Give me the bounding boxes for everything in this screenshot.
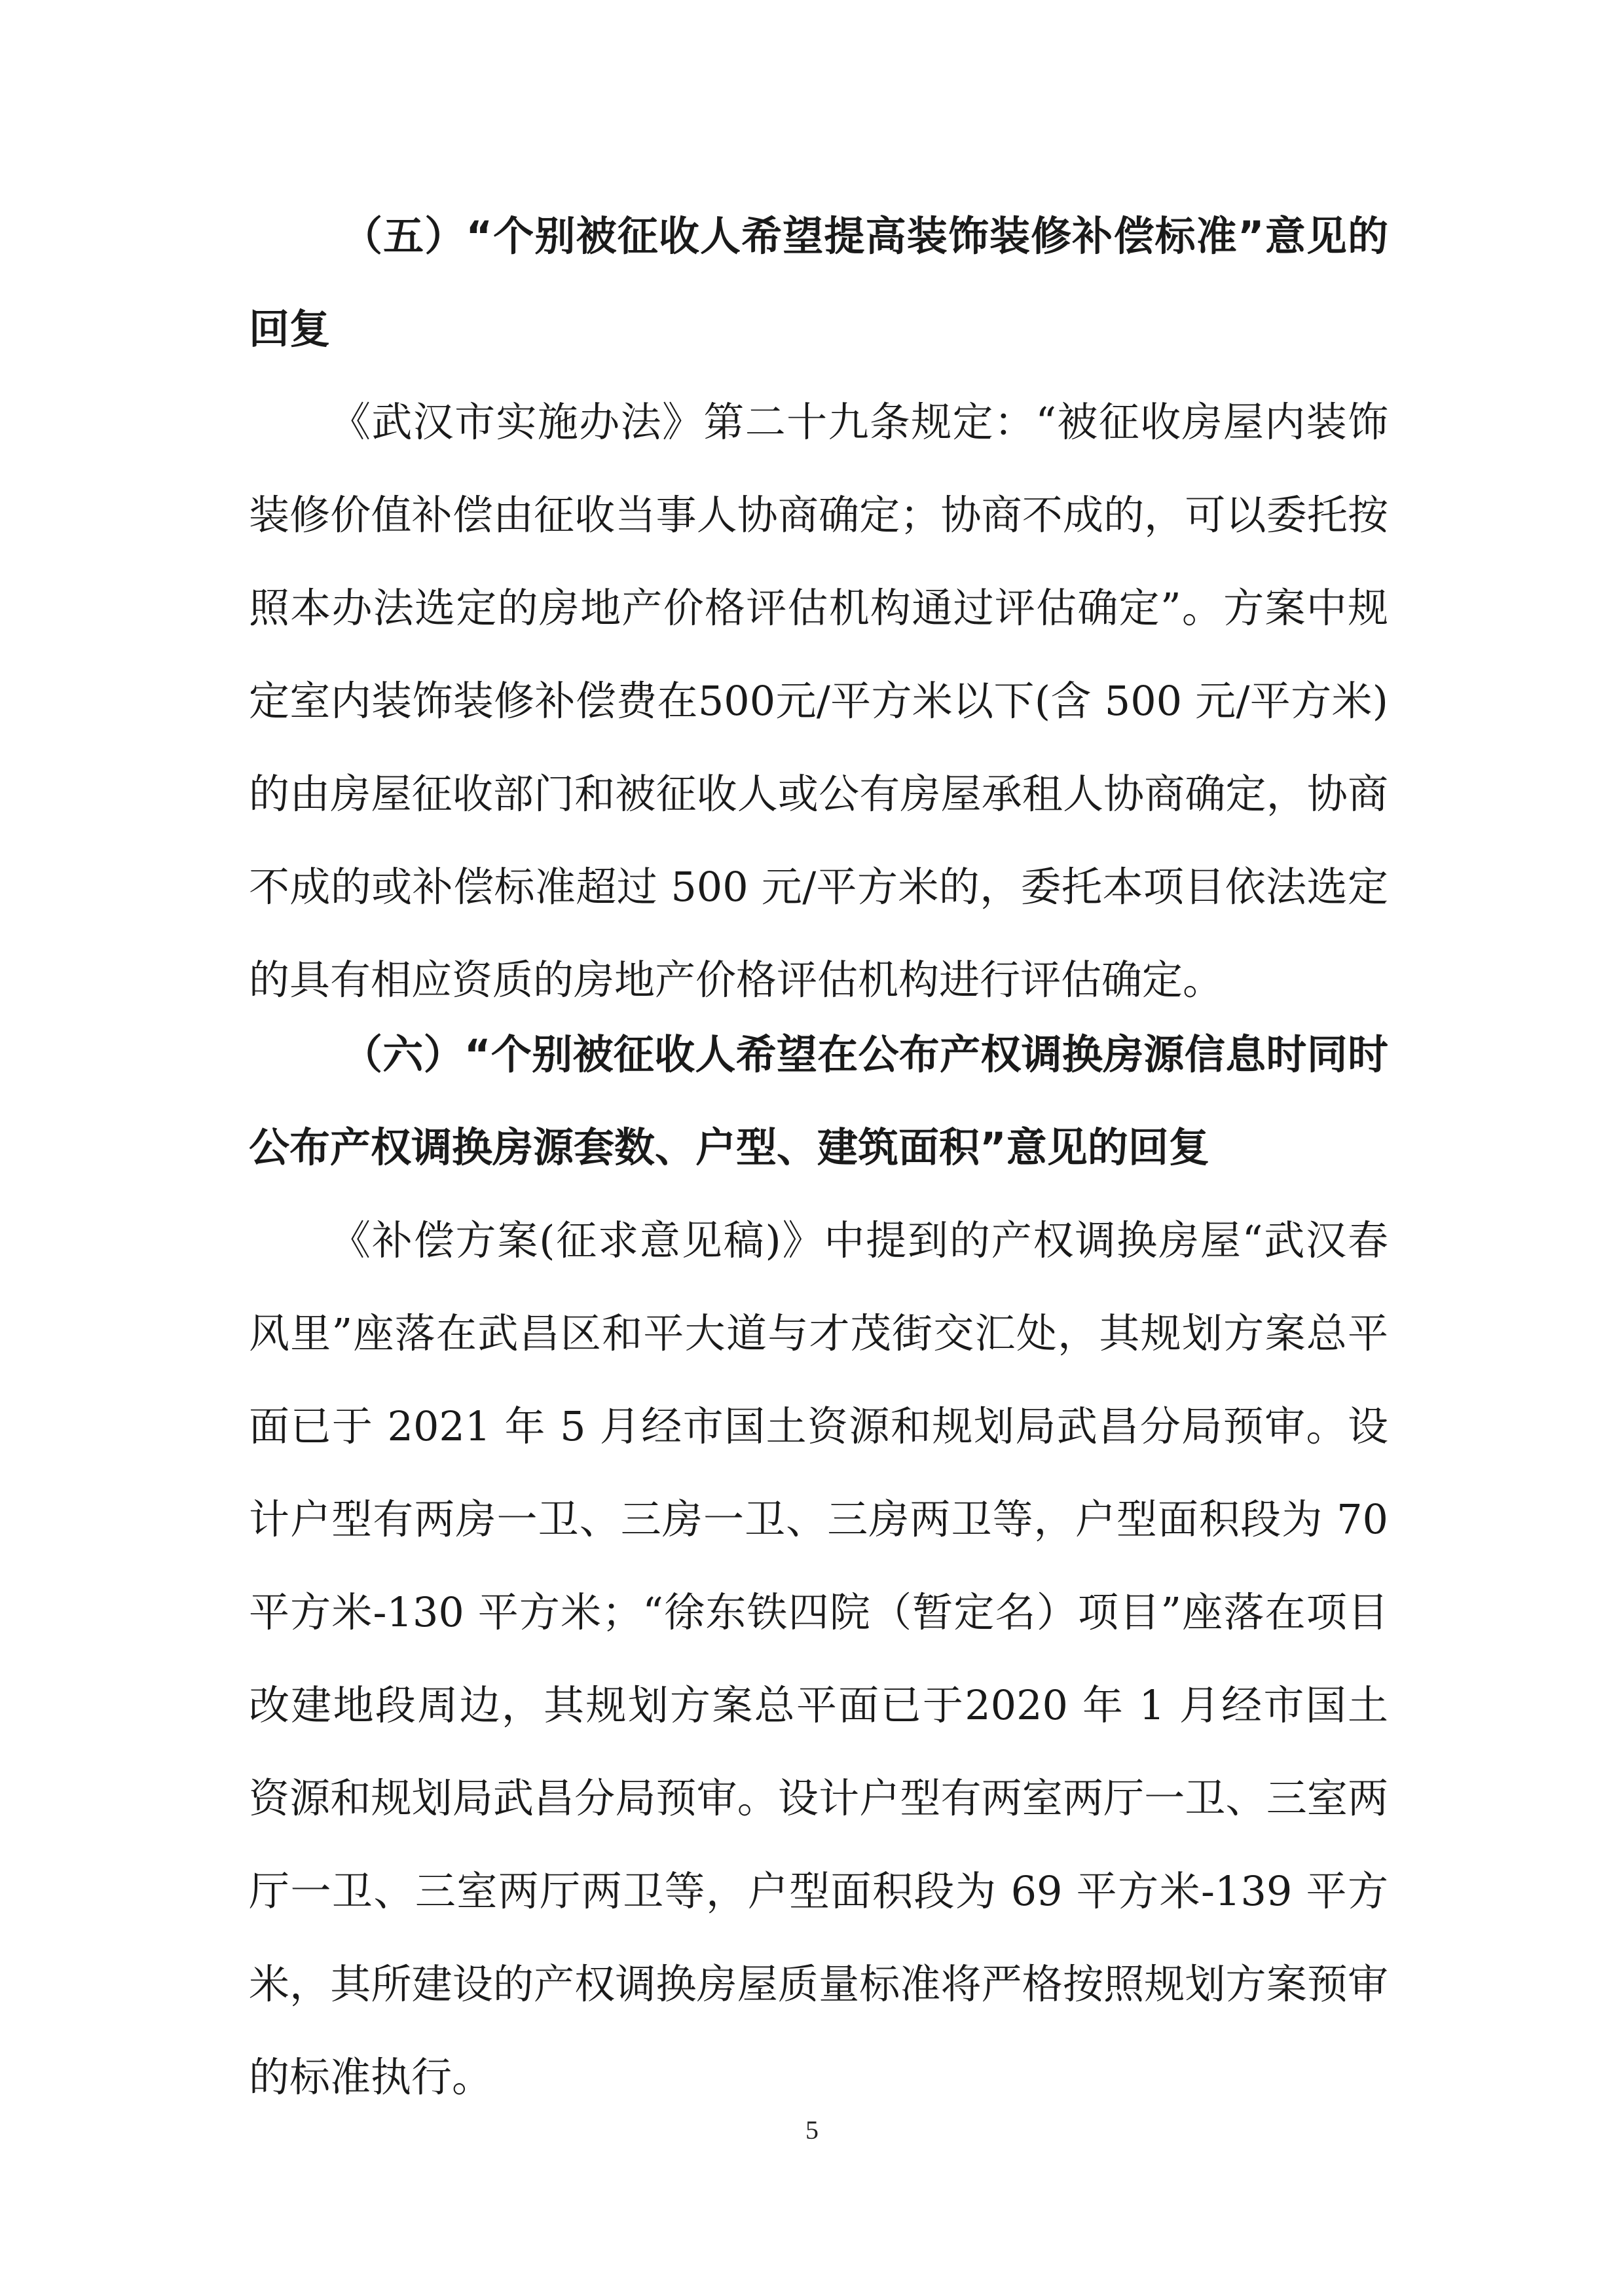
section-five-body: 《武汉市实施办法》第二十九条规定：“被征收房屋内装饰装修价值补偿由征收当事人协商确定；协商不成的，可以委托按照本办法选定的房地产价格评估机构通过评估确定”。方案中规定室内装饰装修补偿费在500元/平方米以下(含 500 元/平方米)的由房屋征收部门和被征收人或公有房屋承租人协商确定，协商不成的或补偿标准超过 500 元/平方米的，委托本项目依法选定的具有相应资质的房地产价格评估机构进行评估确定。 [249,398,1388,1004]
section-five-heading: （五）“个别被征收人希望提高装饰装修补偿标准”意见的回复 [249,212,1388,353]
page-number: 5 [805,2115,819,2145]
section-six-heading: （六）“个别被征收人希望在公布产权调换房源信息时同时公布产权调换房源套数、户型、建筑面积”意见的回复 [249,1030,1388,1171]
section-six [249,1008,1388,2124]
section-five [249,190,1388,1027]
section-six-body: 《补偿方案(征求意见稿)》中提到的产权调换房屋“武汉春风里”座落在武昌区和平大道与才茂街交汇处，其规划方案总平面已于 2021 年 5 月经市国土资源和规划局武昌分局预审。设计户型有两房一卫、三房一卫、三房两卫等，户型面积段为 70 平方米-130 平方米；“徐东铁四院（暂定名）项目”座落在项目改建地段周边，其规划方案总平面已于2020 年 1 月经市国土资源和规划局武昌分局预审。设计户型有两室两厅一卫、三室两厅一卫、三室两厅两卫等，户型面积段为 69 平方米-139 平方米，其所建设的产权调换房屋质量标准将严格按照规划方案预审的标准执行。 [249,1216,1388,2101]
